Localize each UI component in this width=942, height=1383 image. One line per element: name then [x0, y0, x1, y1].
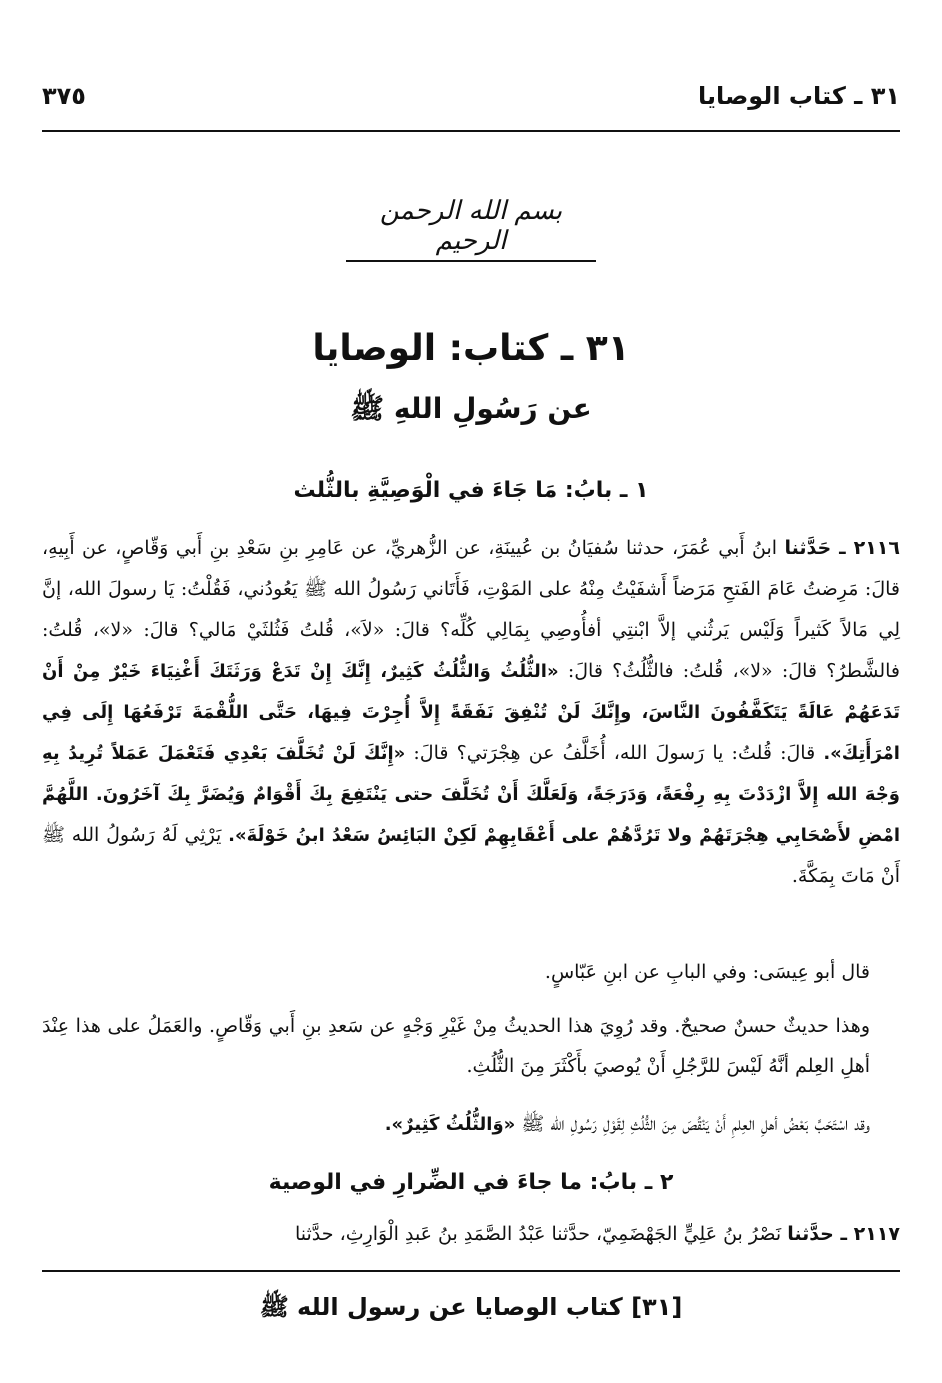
- hadith-number-lead: ٢١١٦ ـ حَدَّثنا: [784, 537, 900, 559]
- commentary-1: [42, 952, 900, 993]
- hadith-isnad: ابنُ أَبي عُمَرَ، حدثنا سُفيَانُ بن عُيينَةِ، عن الزُّهريِّ، عن عَامِرِ بنِ سَعْدِ بنِ أَبي وَقّاصٍ، عن أَبِيهِ، قالَ: مَرِضتُ عَامَ الفَتحِ مَرَضاً أَشفَيْتُ مِنْهُ على المَوْتِ، فَأَتَاني رَسُولُ الله ﷺ يَعُودُني، فَقُلْتُ: يَا رسولَ الله، إنَّ لِي مَالاً كَثيراً وَلَيْس يَرثُني إلاَّ ابْنتِي أفأُوصِي بِمَالِي كُلِّه؟ قالَ: «لاَ»، قُلتُ فَثُلثَيْ مَالي؟ قالَ: «لا»، قُلتُ: فالشَّطرُ؟ قالَ: «لا»، قُلتُ: فالثُّلُثُ؟ قالَ:: [42, 537, 900, 682]
- prophet-quote-1: «الثُّلُثُ وَالثُّلُثُ كَثِيرٌ، إِنَّكَ إِنْ تَدَعْ وَرَثَتَكَ أَغْنِيَاءَ خَيْرٌ مِنْ أَنْ تَدَعَهُمْ عَالَةً يَتَكَفَّفُونَ النَّاسَ، وإِنَّكَ لَنْ تُنْفِقَ نَفَقَةً إِلاَّ أُجِرْتَ فِيهَا، حَتَّى اللُّقْمَةَ تَرْفَعُهَا إِلَى فِي امْرَأَتِكَ».: [42, 661, 900, 764]
- basmala: [0, 196, 942, 262]
- commentary-2: [42, 1006, 900, 1086]
- book-title: ٣١ ـ كتاب: الوصايا: [312, 328, 630, 369]
- commentary-paragraph-1: قال أبو عِيسَى: وفي البابِ عن ابنِ عَبّاسٍ.: [544, 961, 870, 983]
- hadith-2116: [42, 528, 900, 897]
- page-number: ٣٧٥: [42, 82, 86, 110]
- hadith-tail: يَرْثِي لَهُ رَسُولُ الله ﷺ أَنْ مَاتَ بِمَكَّةَ.: [42, 824, 900, 887]
- chapter-heading-1: ١ ـ بابُ: مَا جَاءَ في الْوَصِيَّةِ بالثُّلث: [293, 478, 649, 503]
- running-head-chapter: ٣١ ـ كتاب الوصايا: [698, 82, 900, 110]
- prophet-quote-2: «إِنَّكَ لَنْ تُخَلَّفَ بَعْدِي فَتَعْمَلَ عَمَلاً تُرِيدُ بِهِ وَجْهَ الله إِلاَّ ازْدَدْتَ بِهِ رِفْعَةً، وَدَرَجَةً، وَلَعَلَّكَ أَنْ تُخَلَّفَ حتى يَنْتَفِعَ بِكَ أَقْوَامٌ وَيُضَرَّ بِكَ آخَرُونَ. اللَّهُمَّ امْضِ لأَصْحَابِي هِجْرَتَهُمْ ولا تَرُدَّهُمْ على أَعْقَابِهِمْ لَكِنْ البَائِسُ سَعْدُ ابنُ خَوْلَةَ».: [42, 743, 901, 846]
- hadith-2117: [42, 1214, 900, 1255]
- hadith-2117-text: نَصْرُ بنُ عَلِيٍّ الجَهْضَمِيّ، حدَّثنا عَبْدُ الصَّمَدِ بنُ عَبدِ الْوَارِثِ، حدَّثنا: [295, 1223, 782, 1245]
- running-head: [42, 82, 900, 118]
- book-subtitle: عن رَسُولِ اللهِ ﷺ: [350, 392, 592, 425]
- commentary-paragraph-3: وقد اسْتَحَبَّ بَعْضُ أهلِ العِلمِ أَنْ يَنْقُصَ مِنَ الثُّلُثِ لِقَوْلِ رَسُولِ الله ﷺ: [521, 1113, 870, 1135]
- hadith-number-lead-2117: ٢١١٧ ـ حدَّثنا: [787, 1223, 900, 1245]
- commentary-quote: «وَالثُّلُثُ كَثِيرٌ».: [384, 1114, 516, 1135]
- basmala-text: بسم الله الرحمن الرحيم: [346, 196, 596, 262]
- header-rule: [42, 130, 900, 132]
- footer-rule: [42, 1270, 900, 1272]
- commentary-paragraph-2: وهذا حديثٌ حسنٌ صحيحٌ. وقد رُوِيَ هذا الحديثُ مِنْ غَيْرِ وَجْهٍ عن سَعدِ بنِ أَبي وَقّاصٍ. والعَمَلُ على هذا عِنْدَ أهلِ العِلم أنَّهُ لَيْسَ للرَّجُلِ أَنْ يُوصيَ بأَكْثَرَ مِنَ الثُّلُثِ.: [42, 1015, 870, 1077]
- hadith-middle: قالَ: قُلتُ: يا رَسولَ الله، أُخَلَّفُ عن هِجْرَتي؟ قالَ:: [413, 742, 816, 764]
- chapter-heading-2: ٢ ـ بابُ: ما جاءَ في الضِّرارِ في الوصية: [268, 1170, 674, 1195]
- commentary-3: [42, 1104, 900, 1145]
- footer-title: [٣١] كتاب الوصايا عن رسول الله ﷺ: [259, 1293, 683, 1321]
